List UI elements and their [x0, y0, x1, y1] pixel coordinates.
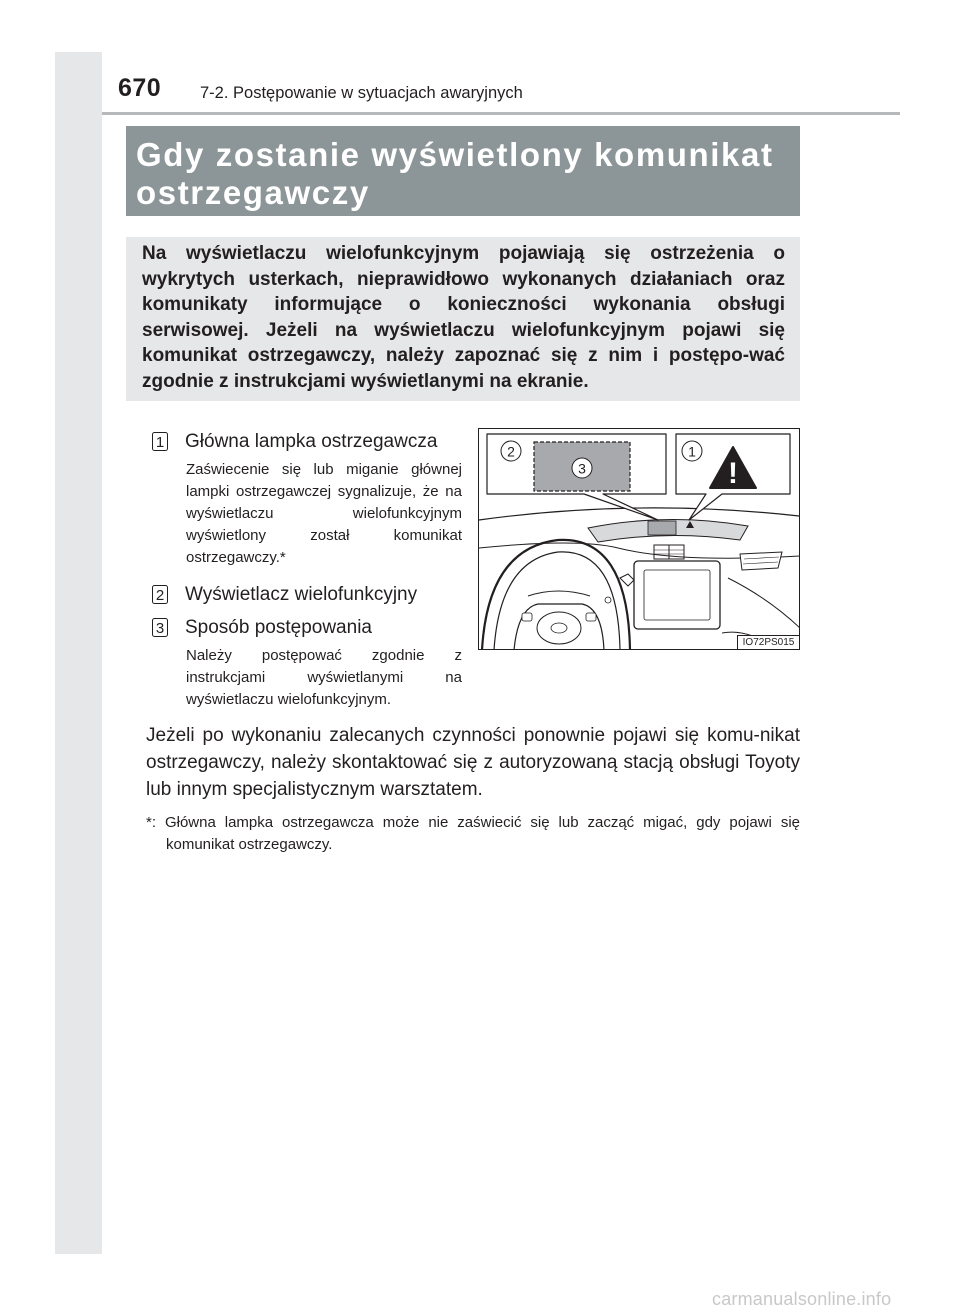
number-3-icon — [152, 618, 168, 637]
callout-3-text: 3 — [578, 460, 586, 477]
callout-2-icon — [501, 441, 521, 461]
dashboard-illustration — [478, 428, 800, 650]
callout-3-icon — [572, 458, 592, 478]
item-description-1: Zaświecenie się lub miganie głównej lampki ostrzegawczej sygnalizuje, że na wyświetlaczu wielofunkcyjnym wyświetlony został komunikat ostrzegawczy.* — [186, 461, 462, 566]
figure-code: IO72PS015 — [737, 635, 800, 650]
body-paragraph: Jeżeli po wykonaniu zalecanych czynności ponownie pojawi się komu-nikat ostrzegawczy, należy skontaktować się z autoryzowaną stacją obsługi Toyoty lub innym specjalistycznym warsztatem. — [146, 725, 800, 800]
callout-2-text: 2 — [507, 443, 515, 460]
footnote: *: Główna lampka ostrzegawcza może nie zaświecić się lub zacząć migać, gdy pojawi się komunikat ostrzegawczy. — [146, 814, 800, 853]
number-3-text: 3 — [155, 620, 165, 637]
item-label-3: Sposób postępowania — [185, 617, 372, 638]
page-title: Gdy zostanie wyświetlony komunikat ostrzegawczy — [136, 136, 774, 211]
intro-box — [126, 237, 800, 401]
section-label: 7-2. Postępowanie w sytuacjach awaryjnych — [200, 84, 523, 102]
callout-1-icon — [682, 441, 702, 461]
header-divider — [102, 112, 900, 115]
watermark: carmanualsonline.info — [712, 1289, 892, 1309]
number-1-text: 1 — [155, 434, 165, 451]
side-tab-strip — [55, 52, 102, 1254]
page-number: 670 — [118, 74, 162, 102]
number-2-icon — [152, 585, 168, 604]
warning-exclamation-icon: ! — [728, 457, 738, 490]
intro-text: Na wyświetlaczu wielofunkcyjnym pojawiają się ostrzeżenia o wykrytych usterkach, nieprawidłowo wykonanych działaniach oraz komunikaty informujące o konieczności wykonania obsługi serwisowej. Jeżeli na wyświetlaczu wielofunkcyjnym pojawi się komunikat ostrzegawczy, należy zapoznać się z nim i postępo-wać zgodnie z instrukcjami wyświetlanymi na ekranie. — [142, 243, 785, 392]
number-2-text: 2 — [155, 587, 165, 604]
callout-1-text: 1 — [688, 443, 696, 460]
item-description-3: Należy postępować zgodnie z instrukcjami wyświetlanymi na wyświetlaczu wielofunkcyjnym. — [186, 647, 462, 708]
item-label-1: Główna lampka ostrzegawcza — [185, 431, 438, 452]
title-banner — [126, 126, 800, 216]
item-label-2: Wyświetlacz wielofunkcyjny — [185, 584, 418, 605]
number-1-icon — [152, 432, 168, 451]
